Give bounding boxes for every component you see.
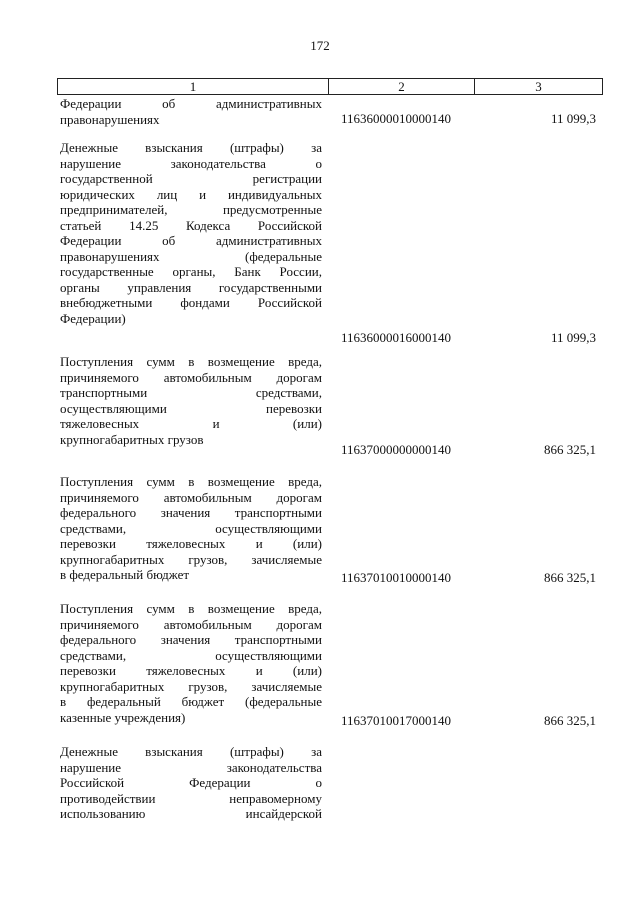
row-code: 11636000010000140 [341, 111, 452, 126]
table-row [60, 140, 600, 345]
table-row [60, 474, 600, 589]
row-code: 11637000000000140 [341, 442, 452, 457]
description-line: в федеральный бюджет (федеральные [60, 694, 322, 709]
page-number: 172 [310, 38, 330, 53]
row-amount: 11 099,3 [550, 111, 596, 126]
description-line: нарушение законодательства о [60, 155, 322, 171]
description-line: Федерации) [60, 310, 126, 326]
table-row [60, 96, 600, 132]
table-row [60, 744, 600, 824]
row-description [60, 601, 322, 725]
description-line: Поступления сумм в возмещение вреда, [60, 354, 322, 369]
description-line: крупногабаритных грузов, зачисляемые [60, 551, 322, 567]
row-description [60, 354, 322, 447]
description-line: правонарушениях [60, 111, 160, 127]
description-line: причиняемого автомобильным дорогам [60, 369, 322, 385]
description-line: статьей 14.25 Кодекса Российской [60, 217, 322, 233]
description-line: внебюджетными фондами Российской [60, 295, 322, 310]
description-line: причиняемого автомобильным дорогам [60, 616, 322, 632]
description-line: причиняемого автомобильным дорогам [60, 489, 322, 505]
row-description [60, 96, 322, 127]
description-line: перевозки тяжеловесных и (или) [60, 663, 322, 678]
table-row [60, 354, 600, 457]
description-line: Российской Федерации о [60, 775, 322, 790]
description-line: Денежные взыскания (штрафы) за [60, 744, 322, 759]
description-line: правонарушениях (федеральные [60, 248, 322, 264]
row-code: 11637010010000140 [341, 570, 452, 585]
description-line: нарушение законодательства [60, 759, 322, 775]
description-line: средствами, осуществляющими [60, 520, 322, 536]
description-line: средствами, осуществляющими [60, 647, 322, 663]
row-code: 11637010017000140 [341, 713, 452, 728]
description-line: тяжеловесных и (или) [60, 416, 322, 431]
row-description [60, 474, 322, 583]
row-amount: 866 325,1 [544, 570, 596, 585]
row-amount: 866 325,1 [544, 713, 596, 728]
description-line: противодействии неправомерному [60, 790, 322, 806]
row-amount: 866 325,1 [544, 442, 596, 457]
row-code: 11636000016000140 [341, 330, 452, 345]
description-line: осуществляющими перевозки [60, 400, 322, 416]
description-line: федерального значения транспортными [60, 505, 322, 520]
description-line: Поступления сумм в возмещение вреда, [60, 474, 322, 489]
description-line: федерального значения транспортными [60, 632, 322, 647]
header-col-3: 3 [535, 78, 542, 94]
description-line: транспортными средствами, [60, 385, 322, 400]
description-line: государственной регистрации [60, 171, 322, 186]
description-line: юридических лиц и индивидуальных [60, 186, 322, 202]
description-line: крупногабаритных грузов, зачисляемые [60, 678, 322, 694]
description-line: предпринимателей, предусмотренные [60, 202, 322, 217]
header-col-2: 2 [329, 79, 475, 94]
description-line: Поступления сумм в возмещение вреда, [60, 601, 322, 616]
row-amount: 11 099,3 [550, 330, 596, 345]
description-line: использованию инсайдерской [60, 806, 322, 821]
header-col-1: 1 [58, 79, 329, 94]
description-line: казенные учреждения) [60, 709, 186, 725]
table-header [57, 78, 603, 95]
description-line: Федерации об административных [60, 233, 322, 248]
row-description [60, 140, 322, 326]
description-line: органы управления государственными [60, 279, 322, 295]
description-line: крупногабаритных грузов [60, 431, 204, 447]
description-line: государственные органы, Банк России, [60, 264, 322, 279]
description-line: Денежные взыскания (штрафы) за [60, 140, 322, 155]
description-line: в федеральный бюджет [60, 567, 190, 582]
description-line: перевозки тяжеловесных и (или) [60, 536, 322, 551]
table-row [60, 601, 600, 731]
row-description [60, 744, 322, 822]
description-line: Федерации об административных [60, 96, 322, 111]
